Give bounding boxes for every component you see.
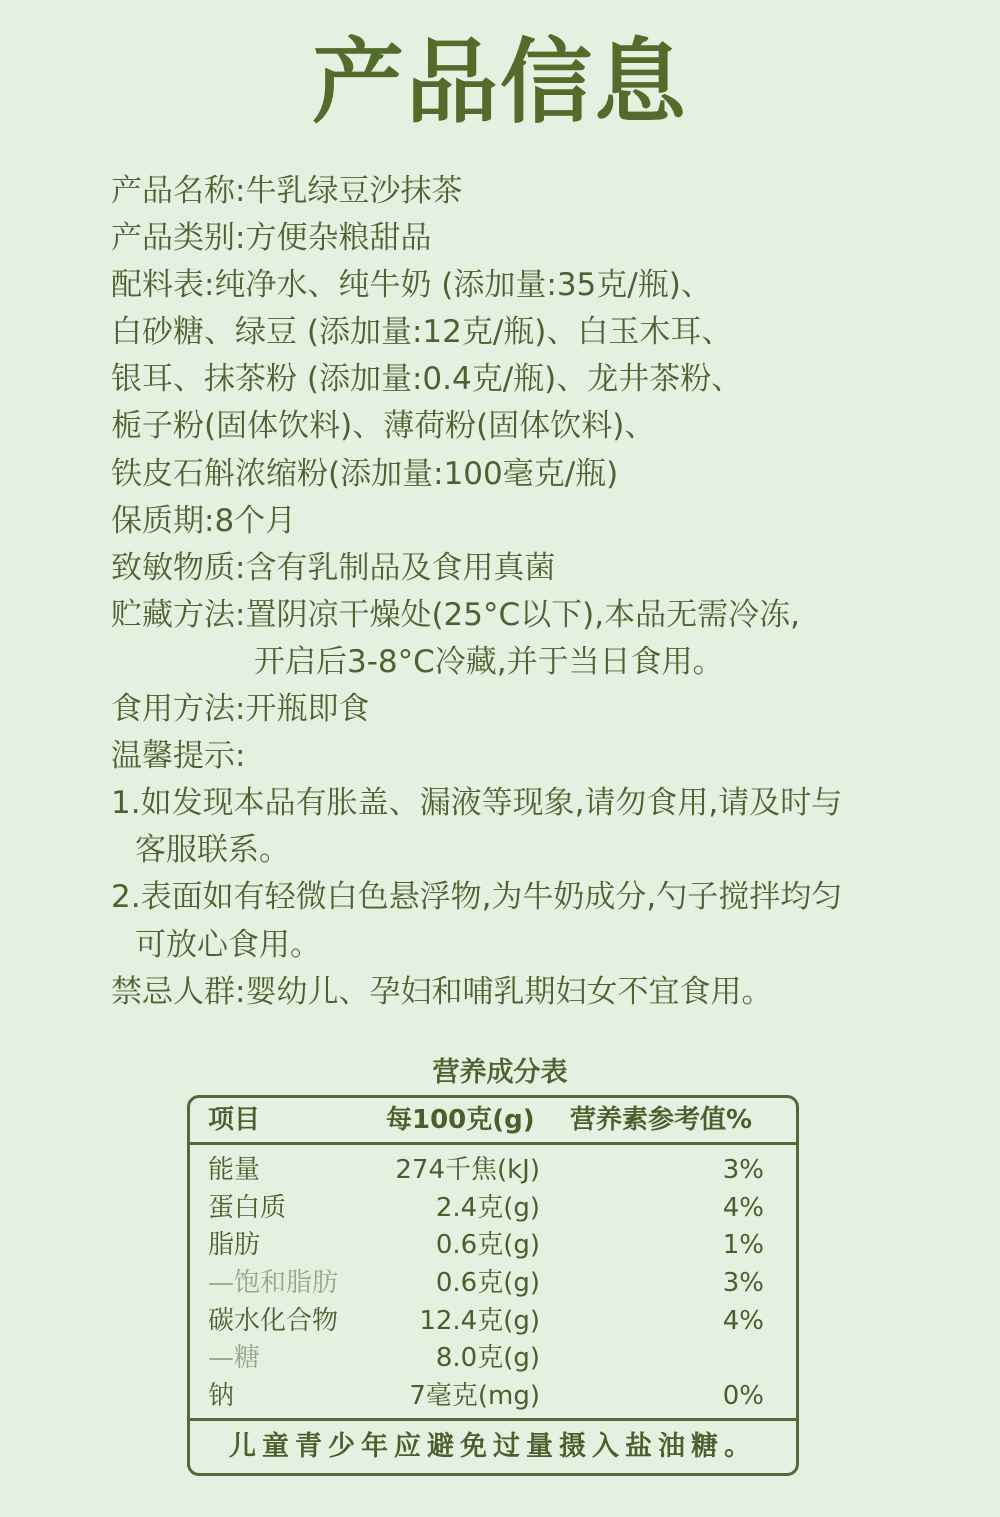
info-line: 开启后3-8°C冷藏,并于当日食用。 — [254, 643, 724, 680]
nutrient-nrv: 3% — [722, 1268, 764, 1299]
info-line: 铁皮石斛浓缩粉(添加量:100毫克/瓶) — [111, 455, 619, 492]
nutrient-name: 蛋白质 — [208, 1192, 287, 1223]
nutrient-value: 8.0克(g) — [435, 1343, 540, 1374]
nutrient-name: 碳水化合物 — [208, 1305, 339, 1336]
info-line: 产品名称:牛乳绿豆沙抹茶 — [111, 173, 463, 209]
nutrient-nrv: 0% — [722, 1381, 764, 1412]
info-line: 禁忌人群:婴幼儿、孕妇和哺乳期妇女不宜食用。 — [111, 973, 773, 1010]
header-per100: 每100克(g) — [386, 1105, 535, 1135]
nutrient-value: 7毫克(mg) — [409, 1381, 540, 1412]
table-row — [190, 1152, 796, 1190]
nutrient-value: 0.6克(g) — [435, 1230, 540, 1261]
info-line: 银耳、抹茶粉 (添加量:0.4克/瓶)、龙井茶粉、 — [111, 361, 743, 398]
info-line: 栀子粉(固体饮料)、薄荷粉(固体饮料)、 — [111, 408, 656, 445]
nutrient-name: —糖 — [208, 1343, 261, 1374]
info-line: 致敏物质:含有乳制品及食用真菌 — [111, 549, 556, 586]
header-item: 项目 — [208, 1105, 261, 1135]
nutrition-table-body — [190, 1152, 796, 1416]
nutrition-table — [187, 1095, 799, 1476]
nutrient-name: 能量 — [208, 1155, 261, 1185]
info-line: 2.表面如有轻微白色悬浮物,为牛奶成分,勺子搅拌均匀 — [111, 879, 843, 916]
table-row — [190, 1378, 796, 1416]
table-row — [190, 1340, 796, 1378]
info-line: 客服联系。 — [135, 832, 290, 869]
info-line: 产品类别:方便杂粮甜品 — [111, 220, 432, 257]
table-row — [190, 1265, 796, 1303]
nutrient-value: 0.6克(g) — [435, 1268, 540, 1299]
nutrient-value: 12.4克(g) — [419, 1305, 540, 1336]
nutrient-nrv: 4% — [722, 1192, 764, 1223]
nutrition-table-footer: 儿童青少年应避免过量摄入盐油糖。 — [190, 1418, 796, 1473]
nutrient-nrv: 1% — [722, 1230, 764, 1261]
nutrient-nrv: 4% — [722, 1305, 764, 1336]
info-line: 白砂糖、绿豆 (添加量:12克/瓶)、白玉木耳、 — [111, 314, 733, 351]
info-line: 贮藏方法:置阴凉干燥处(25°C以下),本品无需冷冻, — [111, 596, 800, 633]
nutrient-value: 274千焦(kJ) — [395, 1155, 540, 1185]
table-row — [190, 1303, 796, 1341]
nutrient-nrv: 3% — [722, 1155, 764, 1185]
info-line: 配料表:纯净水、纯牛奶 (添加量:35克/瓶)、 — [111, 267, 712, 304]
table-row — [190, 1190, 796, 1228]
nutrition-table-header — [190, 1098, 796, 1145]
nutrient-value: 2.4克(g) — [435, 1192, 540, 1223]
info-line: 保质期:8个月 — [111, 502, 297, 539]
nutrient-name: 钠 — [208, 1381, 235, 1412]
info-line: 1.如发现本品有胀盖、漏液等现象,请勿食用,请及时与 — [111, 785, 843, 822]
nutrition-table-title: 营养成分表 — [432, 1057, 568, 1088]
nutrient-name: 脂肪 — [208, 1230, 261, 1261]
info-line: 食用方法:开瓶即食 — [111, 691, 370, 728]
info-line: 可放心食用。 — [135, 926, 321, 963]
nutrient-name: —饱和脂肪 — [208, 1268, 339, 1299]
header-nrv: 营养素参考值% — [570, 1105, 753, 1135]
product-info — [111, 168, 971, 1016]
page-title: 产品信息 — [311, 29, 688, 136]
table-row — [190, 1227, 796, 1265]
info-line: 温馨提示: — [111, 738, 246, 775]
